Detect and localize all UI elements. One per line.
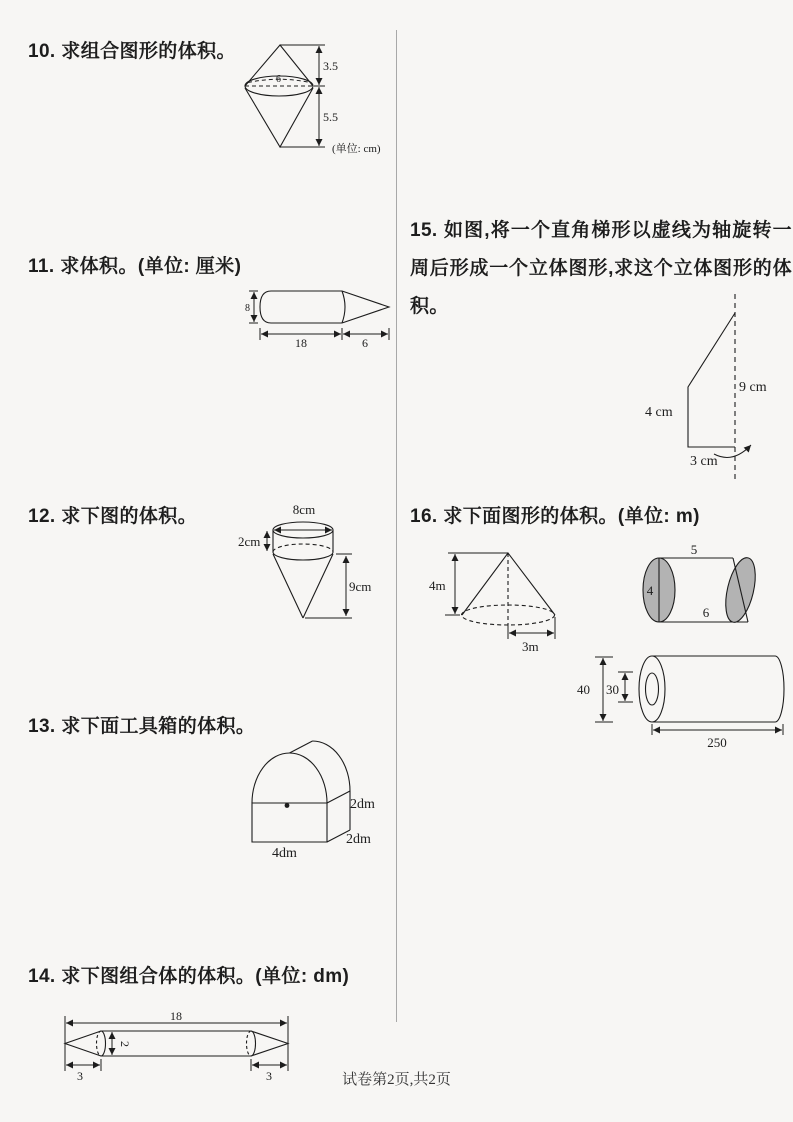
q14-dimensions-top (65, 1009, 288, 1071)
question-14-title: 14. 求下图组合体的体积。(单位: dm) (28, 966, 350, 987)
q13-handle-dot (285, 803, 290, 808)
q16-cone-shape (462, 553, 556, 625)
q10-figure-double-cone (235, 30, 395, 170)
q16-figure-tube (573, 645, 790, 755)
q16-cone-radius-label: 3m (522, 639, 539, 654)
q10-dimensions (280, 45, 381, 155)
column-divider (396, 30, 397, 1022)
q15-right-side-label: 9 cm (739, 380, 767, 395)
q16-tube-length-label: 250 (707, 735, 727, 750)
question-11-title: 11. 求体积。(单位: 厘米) (28, 256, 242, 277)
q10-bottom-height-label: 5.5 (323, 110, 338, 124)
q15-dimensions (645, 380, 767, 469)
q16-figure-cone (420, 533, 582, 661)
q13-width-label: 4dm (272, 846, 297, 861)
q16-cut-cylinder-diameter-label: 4 (646, 583, 654, 598)
q16-tube-shape (639, 656, 784, 722)
question-15-title: 15. 如图,将一个直角梯形以虚线为轴旋转一周后形成一个立体图形,求这个立体图形的体积。 (410, 220, 792, 317)
q13-figure-toolbox (228, 740, 388, 870)
q12-dimensions (238, 530, 371, 618)
q14-right-cone-label: 3 (266, 1069, 272, 1083)
q14-total-length-label: 18 (170, 1009, 182, 1023)
page-footer: 试卷第2页,共2页 (342, 1072, 451, 1088)
q14-left-cone-label: 3 (77, 1069, 83, 1083)
q16-figure-cut-cylinder (633, 543, 790, 640)
q16-tube-outer-label: 40 (577, 682, 590, 697)
q16-tube-inner-label: 30 (606, 682, 619, 697)
q16-cut-cylinder-bottom-label: 6 (702, 605, 710, 620)
q15-left-side-label: 4 cm (645, 405, 673, 420)
q11-cylinder-length-label: 18 (295, 336, 307, 349)
q11-cone-length-label: 6 (362, 336, 368, 349)
q12-cylinder-height-label: 2cm (238, 534, 261, 549)
q12-cone-height-label: 9cm (349, 579, 372, 594)
q15-figure-trapezoid (638, 288, 793, 488)
question-13-title: 13. 求下面工具箱的体积。 (28, 716, 256, 737)
q16-cone-height-label: 4m (429, 578, 446, 593)
q13-depth-label: 2dm (346, 832, 371, 847)
q10-diameter-label: 6 (276, 74, 281, 85)
q10-top-height-label: 3.5 (323, 59, 338, 73)
question-12-title: 12. 求下图的体积。 (28, 506, 198, 527)
q11-figure-pencil (243, 283, 395, 349)
question-10-title: 10. 求组合图形的体积。 (28, 41, 236, 62)
q12-top-diameter-label: 8cm (292, 502, 316, 517)
q13-box-height-label: 2dm (350, 797, 375, 812)
q12-figure-funnel (228, 498, 383, 648)
q16-cone-dimensions (429, 553, 555, 654)
q14-pencil-shape (65, 1031, 288, 1056)
q15-bottom-side-label: 3 cm (690, 454, 718, 469)
q16-tube-dimensions (577, 657, 783, 750)
q16-cut-cylinder-top-label: 5 (690, 543, 698, 557)
q16-tube-hole (646, 673, 659, 705)
question-16-title: 16. 求下面图形的体积。(单位: m) (410, 506, 700, 527)
q12-funnel-shape (273, 522, 333, 618)
q11-diameter-label: 8 (245, 303, 250, 314)
q10-bicone-shape (245, 45, 313, 147)
q14-diameter-label: 2 (118, 1041, 132, 1047)
q10-unit-note: (单位: cm) (332, 143, 381, 155)
q11-pencil-shape (260, 291, 389, 323)
q13-toolbox-shape (252, 741, 350, 842)
